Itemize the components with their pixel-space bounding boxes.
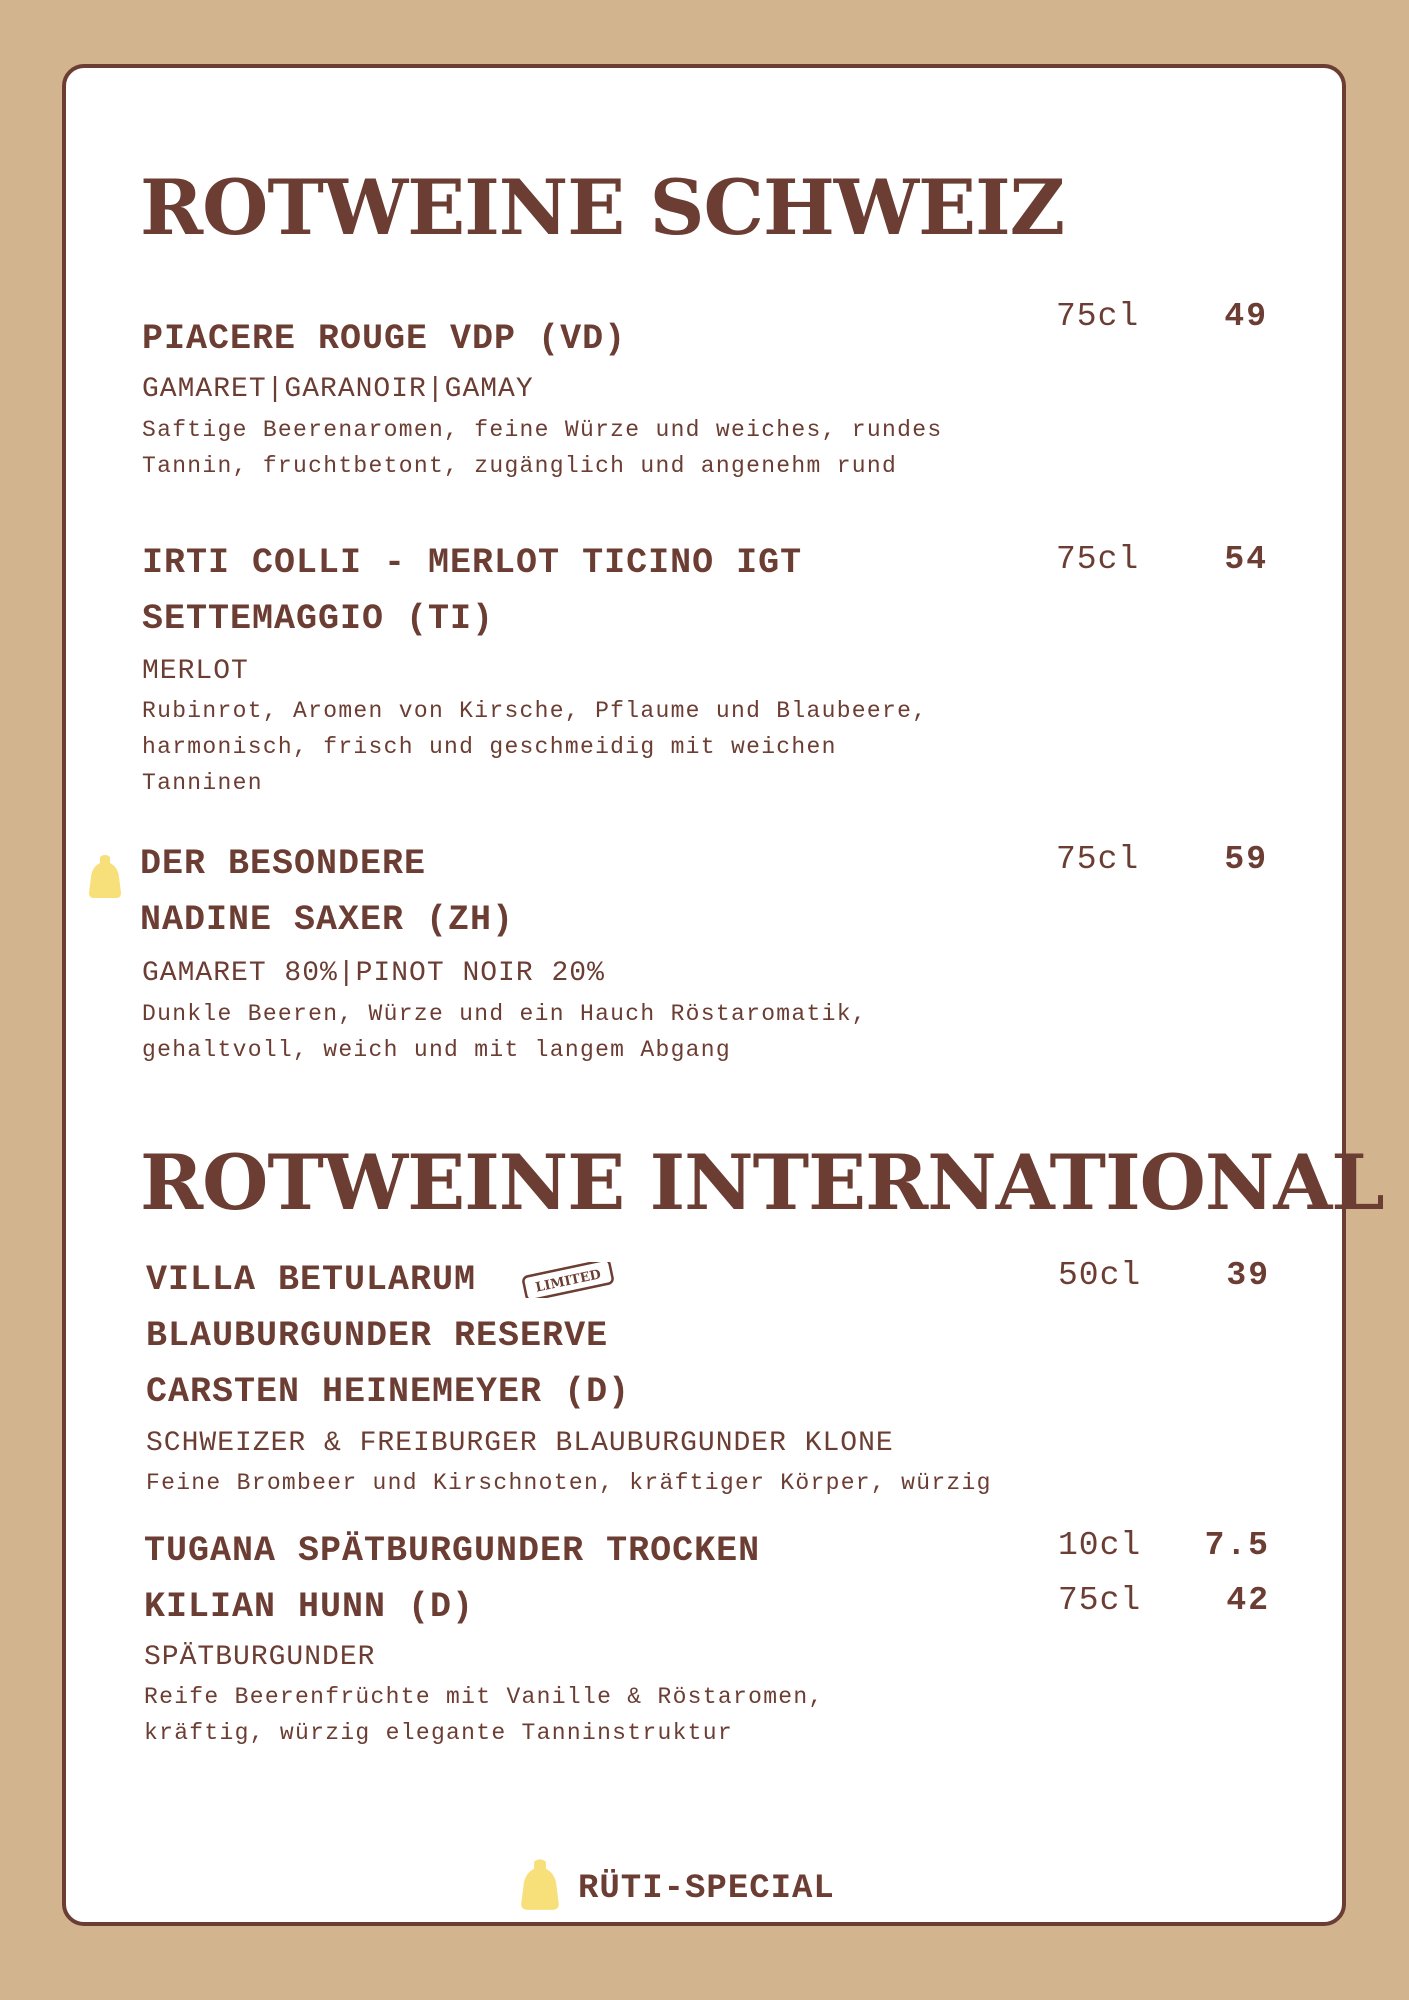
wine-description [142, 693, 927, 801]
section-title-rotweine-schweiz: ROTWEINE SCHWEIZ [140, 163, 1065, 252]
wine-description-line: Saftige Beerenaromen, feine Würze und weiches, rundes [142, 417, 943, 443]
wine-description [142, 996, 867, 1068]
wine-name-line: IRTI COLLI - MERLOT TICINO IGT [142, 543, 803, 583]
wine-grapes: GAMARET|GARANOIR|GAMAY [142, 374, 534, 405]
wine-name-line: KILIAN HUNN (D) [144, 1587, 475, 1627]
limited-badge [520, 1262, 616, 1298]
wine-name-line: SETTEMAGGIO (TI) [142, 599, 495, 639]
wine-description [144, 1679, 824, 1751]
wine-price: 42 [1226, 1582, 1270, 1619]
wine-name-line: TUGANA SPÄTBURGUNDER TROCKEN [144, 1531, 761, 1571]
wine-price: 54 [1224, 541, 1268, 578]
wine-name-line: DER BESONDERE [140, 844, 427, 884]
wine-volume: 50cl [1058, 1257, 1142, 1294]
section-title-rotweine-international: ROTWEINE INTERNATIONAL [140, 1138, 1384, 1227]
wine-description [146, 1465, 992, 1501]
wine-description-line: harmonisch, frisch und geschmeidig mit weichen [142, 734, 837, 760]
wine-name-line: BLAUBURGUNDER RESERVE [146, 1316, 609, 1356]
bell-icon [88, 853, 122, 899]
wine-grapes: MERLOT [142, 656, 249, 687]
wine-description-line: Rubinrot, Aromen von Kirsche, Pflaume und Blaubeere, [142, 698, 928, 724]
wine-price: 39 [1226, 1257, 1270, 1294]
wine-description [142, 412, 942, 484]
wine-description-line: Reife Beerenfrüchte mit Vanille & Röstaromen, [144, 1684, 824, 1710]
limited-badge-text: LIMITED [534, 1267, 603, 1296]
wine-price: 49 [1224, 298, 1268, 335]
footer-label: RÜTI-SPECIAL [578, 1870, 835, 1908]
wine-description-line: Tannin, fruchtbetont, zugänglich und angenehm rund [142, 453, 898, 479]
wine-name-line: PIACERE ROUGE VDP (VD) [142, 319, 627, 359]
wine-grapes: SPÄTBURGUNDER [144, 1642, 376, 1673]
wine-price: 7.5 [1204, 1527, 1270, 1564]
wine-description-line: kräftig, würzig elegante Tanninstruktur [144, 1720, 733, 1746]
wine-volume: 10cl [1058, 1527, 1142, 1564]
wine-volume: 75cl [1056, 541, 1140, 578]
wine-grapes: GAMARET 80%|PINOT NOIR 20% [142, 958, 605, 989]
wine-price: 59 [1224, 841, 1268, 878]
wine-grapes: SCHWEIZER & FREIBURGER BLAUBURGUNDER KLONE [146, 1428, 894, 1459]
wine-description-line: Tanninen [142, 770, 263, 796]
bell-icon [520, 1857, 560, 1911]
wine-description-line: Feine Brombeer und Kirschnoten, kräftiger Körper, würzig [146, 1470, 992, 1496]
wine-volume: 75cl [1058, 1582, 1142, 1619]
wine-volume: 75cl [1056, 841, 1140, 878]
wine-volume: 75cl [1056, 298, 1140, 335]
wine-name-line: CARSTEN HEINEMEYER (D) [146, 1372, 631, 1412]
wine-description-line: Dunkle Beeren, Würze und ein Hauch Röstaromatik, [142, 1001, 867, 1027]
wine-name-line: NADINE SAXER (ZH) [140, 900, 515, 940]
wine-description-line: gehaltvoll, weich und mit langem Abgang [142, 1037, 731, 1063]
wine-name-line: VILLA BETULARUM [146, 1260, 477, 1300]
